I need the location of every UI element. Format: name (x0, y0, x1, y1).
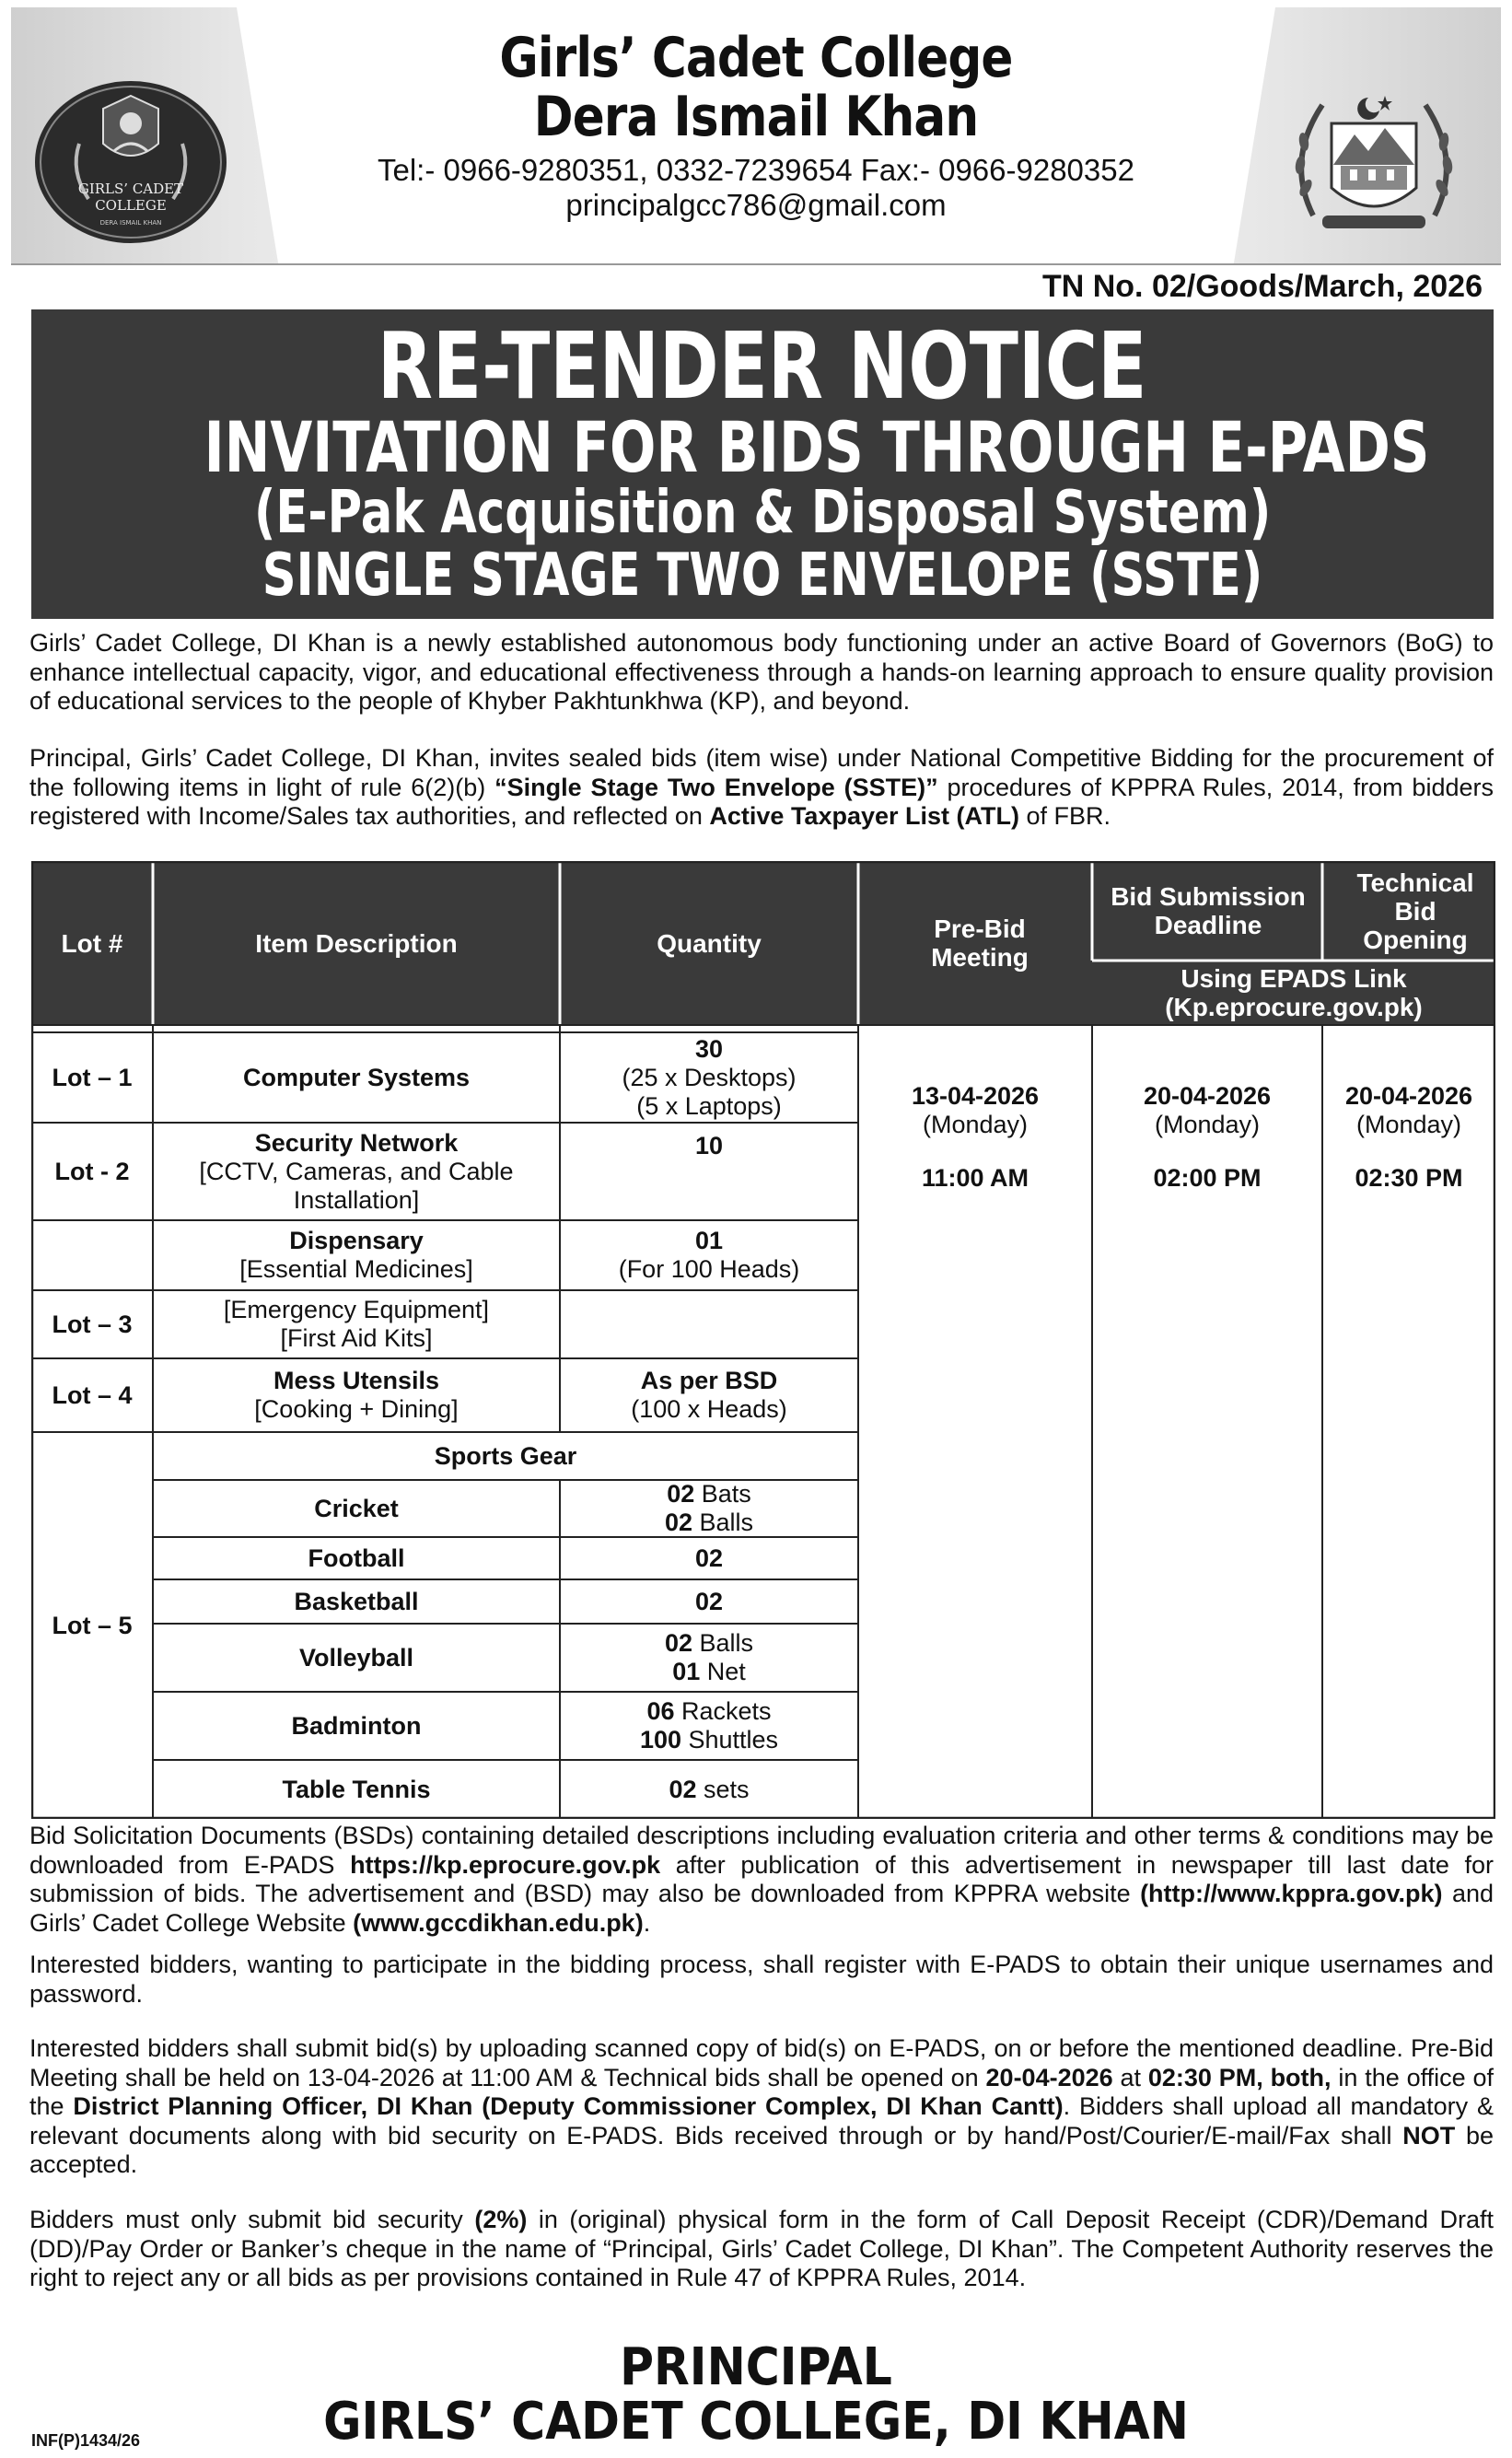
lot-1: Lot – 1 (52, 1063, 133, 1091)
bsd-text-a: Bid Solicitation Documents (BSDs) containing detailed descriptions including evaluation criteria and other terms & conditions may be downloaded from E-PADS (29, 1822, 1494, 1879)
submit-text-c: at (1112, 2063, 1148, 2091)
schedule-deadline (1092, 1082, 1322, 1193)
item-security-detail2: Installation] (293, 1185, 420, 1214)
qty-table-tennis-unit: sets (696, 1775, 750, 1803)
item-security-detail1: [CCTV, Cameras, and Cable (199, 1157, 514, 1185)
qty-badminton-shuttles-unit: Shuttles (681, 1726, 779, 1753)
register-paragraph: Interested bidders, wanting to participate in the bidding process, shall register with E-PADS to obtain their unique usernames and password. (29, 1951, 1494, 2008)
intro-p2-text-c: procedures of KPPRA Rules, 2014, from bidders registered with Income/Sales tax authorities, and reflected on (29, 773, 1494, 830)
intro-p2-atl: Active Taxpayer List (ATL) (709, 802, 1019, 830)
qty-volleyball-net-num: 01 (672, 1658, 701, 1685)
opening-day: (Monday) (1355, 1111, 1462, 1138)
qty-cricket-balls-num: 02 (664, 1509, 692, 1536)
opening-time: 02:30 PM (1355, 1164, 1463, 1192)
item-badminton: Badminton (291, 1711, 422, 1740)
bsd-text-e: and Girls’ Cadet College Website (29, 1880, 1494, 1937)
intro-p2-text-a: Principal, Girls’ Cadet College, DI Khan, invites sealed bids (item wise) under National Competitive Bidding for the procurement of the following items in light of rule 6(2)(b) (29, 744, 1494, 801)
qty-table-tennis (560, 1760, 858, 1819)
submission-paragraph (29, 2034, 1494, 2180)
qty-badminton (560, 1692, 858, 1760)
deadline-date: 20-04-2026 (1143, 1082, 1272, 1110)
intro-paragraph-2 (29, 744, 1494, 832)
qty-dispensary-count: 01 (694, 1227, 724, 1254)
logo-text-bottom: COLLEGE (95, 197, 167, 214)
epads-link[interactable]: https://kp.eprocure.gov.pk (350, 1850, 661, 1879)
item-volleyball: Volleyball (298, 1643, 414, 1672)
qty-badminton-rackets-unit: Rackets (674, 1697, 772, 1725)
submit-time: 02:30 PM, both, (1147, 2063, 1332, 2091)
logo-text-top: GIRLS’ CADET (77, 181, 184, 197)
security-percent: (2%) (474, 2206, 528, 2233)
title-band (31, 309, 1494, 619)
qty-dispensary-heads: (For 100 Heads) (618, 1255, 800, 1283)
item-security-title: Security Network (254, 1128, 459, 1157)
bid-security-paragraph (29, 2206, 1494, 2293)
kppra-link[interactable]: (http://www.kppra.gov.pk) (1140, 1880, 1443, 1907)
item-dispensary-title: Dispensary (289, 1227, 424, 1254)
qty-football: 02 (694, 1544, 724, 1572)
prebid-date: 13-04-2026 (911, 1082, 1040, 1110)
qty-cricket-balls-unit: Balls (692, 1509, 754, 1536)
schedule-prebid (858, 1082, 1092, 1193)
item-table-tennis: Table Tennis (282, 1775, 431, 1803)
qty-mess-heads: (100 x Heads) (631, 1395, 787, 1423)
header-bid-deadline: Bid Submission Deadline (1111, 882, 1306, 939)
qty-basketball: 02 (694, 1587, 724, 1615)
lot-3: Lot – 3 (52, 1310, 133, 1338)
item-mess-title: Mess Utensils (273, 1367, 440, 1394)
bsd-text-c: after publication of this advertisement in newspaper till last date for submission of bids. The advertisement and (BSD) may also be downloaded from KPPRA website (29, 1850, 1494, 1907)
qty-computer-desktops: (25 x Desktops) (622, 1063, 797, 1091)
item-cricket: Cricket (314, 1494, 399, 1522)
schedule-opening (1322, 1082, 1495, 1193)
header-technical-opening: Technical Bid Opening (1356, 868, 1474, 954)
kp-government-emblem (1276, 77, 1471, 252)
intro-paragraph-1: Girls’ Cadet College, DI Khan is a newly established autonomous body functioning under an active Board of Governors (BoG) to enhance intellectual capacity, vigor, and educational effectiveness through a hands-on learning approach to ensure quality provision of educational services to the people of Khyber Pakhtunkhwa (KP), and beyond. (29, 629, 1494, 715)
publication-reference: INF(P)1434/26 (31, 2431, 141, 2450)
title-sste: SINGLE STAGE TWO ENVELOPE (SSTE) (262, 542, 1263, 610)
contact-email: principalgcc786@gmail.com (565, 188, 947, 222)
qty-dispensary (560, 1220, 858, 1290)
logo-text-small: DERA ISMAIL KHAN (99, 219, 162, 227)
item-mess-utensils (153, 1358, 560, 1432)
qty-badminton-rackets-num: 06 (646, 1697, 675, 1725)
qty-volleyball-net-unit: Net (700, 1658, 746, 1685)
submit-text-e: in the office of the (29, 2063, 1494, 2120)
submit-text-g: . Bidders shall upload all mandatory & relevant documents along with bid security on E-PADS. Bids received through or by hand/Post/Courier/E-mail/Fax shall (29, 2092, 1494, 2149)
item-sports-gear: Sports Gear (434, 1441, 577, 1470)
lot-5: Lot – 5 (52, 1611, 133, 1639)
procurement-table (31, 861, 1495, 1819)
prebid-day: (Monday) (922, 1111, 1029, 1138)
header-epads (1092, 961, 1495, 1025)
qty-cricket-bats-unit: Bats (694, 1480, 751, 1508)
header-item-description: Item Description (255, 928, 458, 958)
header-quantity: Quantity (657, 928, 762, 958)
item-basketball: Basketball (294, 1587, 419, 1615)
qty-volleyball (560, 1624, 858, 1692)
qty-computer-laptops: (5 x Laptops) (636, 1091, 782, 1120)
bsd-text-g: . (643, 1908, 651, 1937)
deadline-time: 02:00 PM (1153, 1164, 1262, 1192)
item-mess-detail: [Cooking + Dining] (254, 1395, 459, 1423)
tender-number: TN No. 02/Goods/March, 2026 (1041, 269, 1483, 304)
college-name-line1: Girls’ Cadet College (499, 26, 1013, 90)
qty-security: 10 (694, 1131, 724, 1159)
intro-p2-sste: “Single Stage Two Envelope (SSTE)” (494, 773, 938, 801)
title-invitation: INVITATION FOR BIDS THROUGH E-PADS (204, 406, 1430, 488)
item-football: Football (308, 1544, 405, 1572)
qty-volleyball-balls-unit: Balls (692, 1629, 754, 1657)
prebid-time: 11:00 AM (921, 1164, 1029, 1192)
qty-cricket-bats-num: 02 (667, 1480, 695, 1508)
qty-table-tennis-num: 02 (669, 1775, 697, 1803)
submit-text-a: Interested bidders shall submit bid(s) by uploading scanned copy of bid(s) on E-PADS, on or before the mentioned deadline. Pre-Bid Meeting shall be held on 13-04-2026 at 11:00 AM & Technical bids shall be opened on (29, 2034, 1494, 2091)
item-emergency-line2: [First Aid Kits] (280, 1324, 433, 1352)
header-prebid-meeting: Pre-Bid Meeting (931, 914, 1029, 972)
college-website-link[interactable]: (www.gccdikhan.edu.pk) (353, 1908, 644, 1937)
deadline-day: (Monday) (1154, 1111, 1261, 1138)
submit-date: 20-04-2026 (985, 2063, 1113, 2091)
qty-volleyball-balls-num: 02 (664, 1629, 692, 1657)
item-emergency (153, 1290, 560, 1358)
submit-text-i: be accepted. (29, 2121, 1494, 2178)
header-epads-line1: Using EPADS Link (1181, 964, 1407, 993)
security-text-a: Bidders must only submit bid security (29, 2206, 475, 2233)
signature-institution: GIRLS’ CADET COLLEGE, DI KHAN (323, 2392, 1189, 2452)
lot-2: Lot - 2 (54, 1157, 130, 1185)
qty-badminton-shuttles-num: 100 (639, 1726, 681, 1753)
item-computer-systems: Computer Systems (242, 1063, 471, 1091)
qty-mess (560, 1358, 858, 1432)
intro-p2-text-e: of FBR. (1018, 802, 1111, 830)
submit-not: NOT (1402, 2121, 1456, 2149)
security-text-c: in (original) physical form in the form of Call Deposit Receipt (CDR)/Demand Draft (DD)/Pay Order or Banker’s cheque in the name of “Principal, Girls’ Cadet College, DI Khan”. The Competent Authority reserves the right to reject any or all bids as per provisions contained in Rule 47 of KPPRA Rules, 2014. (29, 2206, 1494, 2291)
college-name-line2: Dera Ismail Khan (533, 85, 979, 149)
qty-cricket (560, 1480, 858, 1537)
header-epads-line2: (Kp.eprocure.gov.pk) (1165, 993, 1423, 1021)
college-logo (33, 79, 228, 245)
signature-title: PRINCIPAL (620, 2337, 892, 2397)
contact-phone: Tel:- 0966-9280351, 0332-7239654 Fax:- 0966-9280352 (378, 153, 1134, 187)
opening-date: 20-04-2026 (1344, 1082, 1473, 1110)
qty-computer-total: 30 (694, 1034, 724, 1063)
title-retender: RE-TENDER NOTICE (378, 312, 1147, 420)
item-emergency-line1: [Emergency Equipment] (223, 1296, 490, 1323)
bsd-paragraph (29, 1822, 1494, 1938)
item-dispensary (153, 1220, 560, 1290)
title-epak: (E-Pak Acquisition & Disposal System) (253, 479, 1272, 547)
item-dispensary-detail: [Essential Medicines] (239, 1255, 473, 1283)
item-security-network (153, 1123, 560, 1220)
qty-mess-bsd: As per BSD (640, 1367, 778, 1394)
submit-office: District Planning Officer, DI Khan (Deputy Commissioner Complex, DI Khan Cantt) (73, 2092, 1064, 2120)
header-lot: Lot # (61, 928, 123, 958)
qty-computer (560, 1032, 858, 1123)
lot-4: Lot – 4 (52, 1380, 133, 1409)
